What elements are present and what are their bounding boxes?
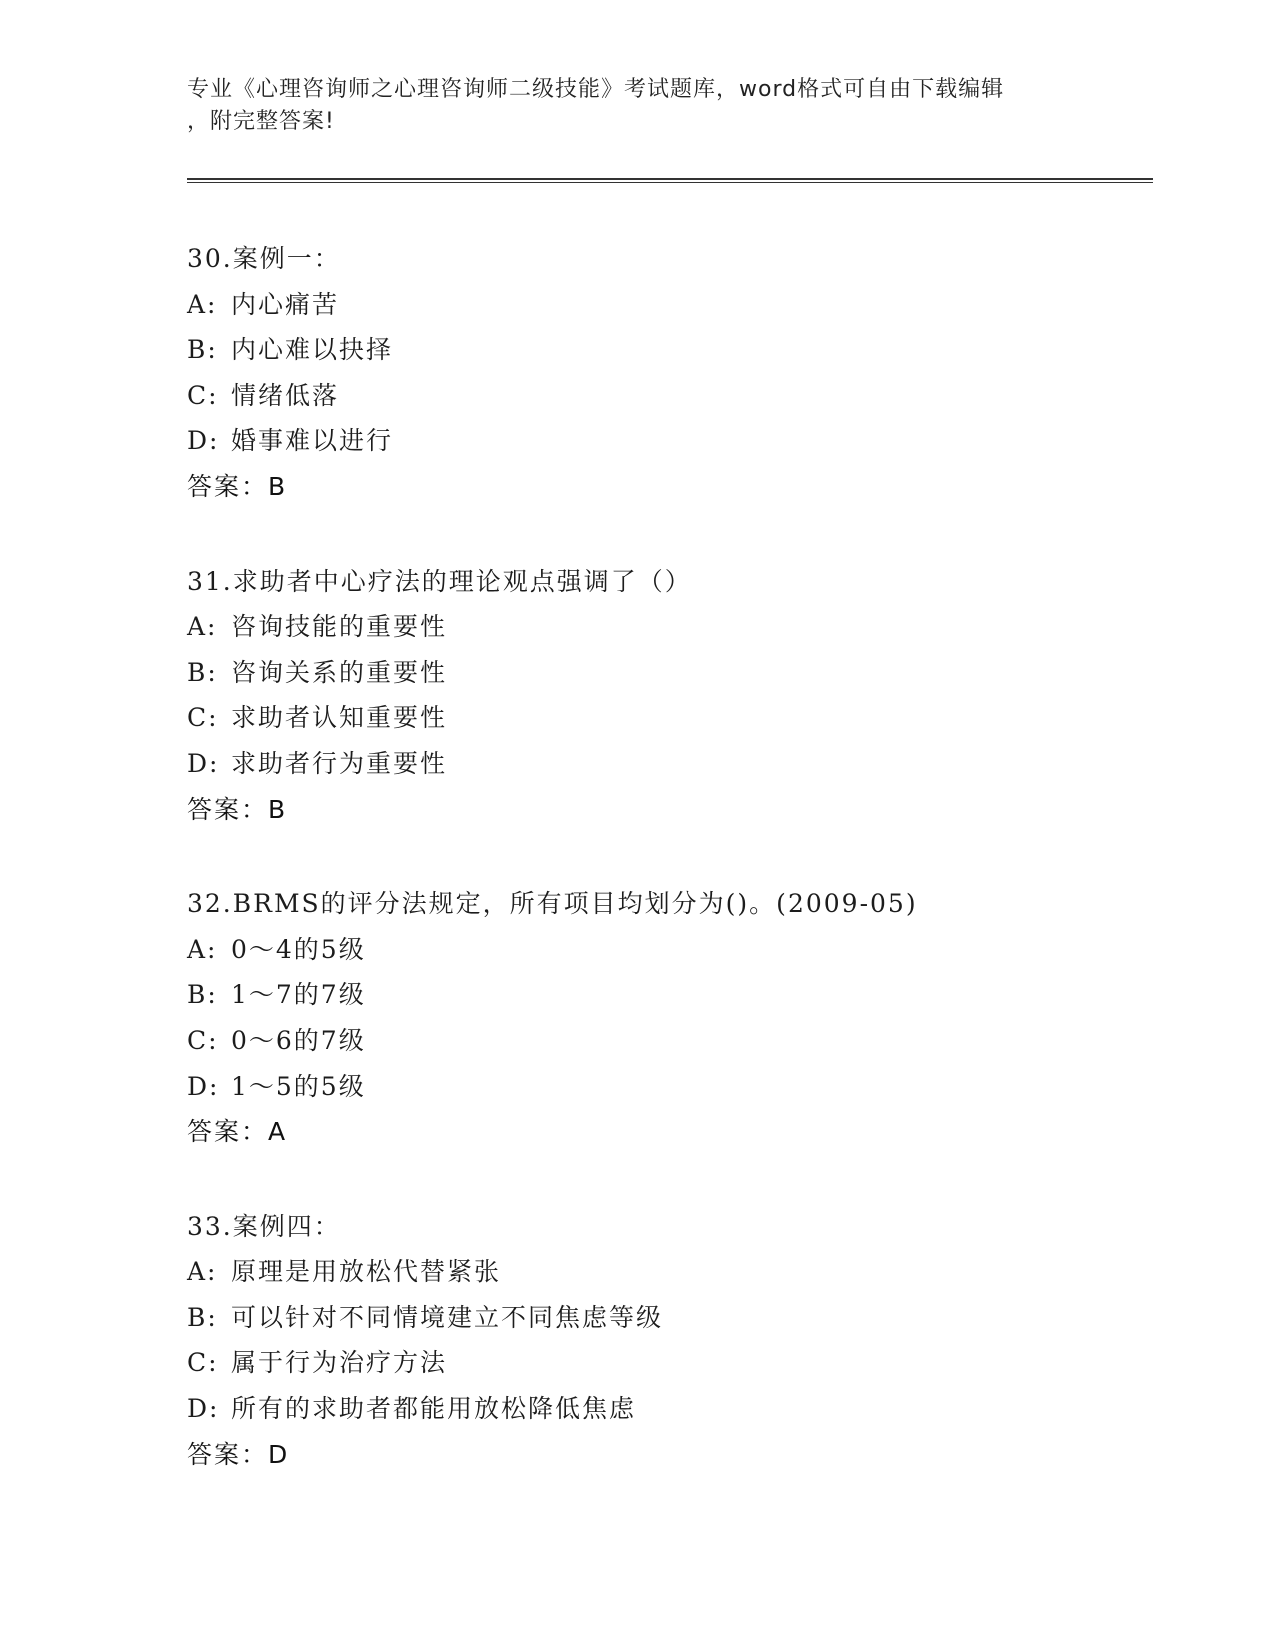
option-letter: C:	[187, 380, 219, 410]
answer-line: 答案：A	[187, 1117, 288, 1147]
header-line-2: ，附完整答案!	[187, 109, 335, 134]
option-text: 1～7的7级	[231, 980, 366, 1010]
option-c	[187, 695, 1187, 741]
answer-line: 答案：D	[187, 1439, 290, 1469]
header-divider	[187, 178, 1153, 183]
option-text: 内心痛苦	[231, 289, 340, 319]
option-letter: B:	[187, 335, 218, 365]
option-d	[187, 418, 1187, 464]
question-33	[187, 1204, 1187, 1478]
option-letter: B:	[187, 657, 218, 687]
answer-line: 答案：B	[187, 471, 288, 501]
option-a	[187, 1249, 1187, 1295]
option-b	[187, 327, 1187, 373]
question-30	[187, 236, 1187, 510]
option-text: 0～4的5级	[231, 934, 366, 964]
option-a	[187, 927, 1187, 973]
answer-line: 答案：B	[187, 794, 288, 824]
question-stem: 32.BRMS的评分法规定，所有项目均划分为()。(2009-05)	[187, 889, 918, 919]
option-d	[187, 741, 1187, 787]
option-text: 所有的求助者都能用放松降低焦虑	[231, 1394, 637, 1424]
option-letter: C:	[187, 1348, 219, 1378]
option-letter: C:	[187, 703, 219, 733]
option-text: 咨询技能的重要性	[231, 612, 448, 642]
option-a	[187, 282, 1187, 328]
option-letter: A:	[187, 934, 218, 964]
question-stem: 31.求助者中心疗法的理论观点强调了（）	[187, 566, 692, 596]
option-text: 情绪低落	[231, 380, 340, 410]
option-d	[187, 1386, 1187, 1432]
option-b	[187, 650, 1187, 696]
option-letter: A:	[187, 289, 218, 319]
option-letter: B:	[187, 1302, 218, 1332]
option-text: 内心难以抉择	[231, 335, 394, 365]
option-text: 可以针对不同情境建立不同焦虑等级	[231, 1302, 664, 1332]
option-c	[187, 373, 1187, 419]
option-c	[187, 1340, 1187, 1386]
option-text: 求助者行为重要性	[231, 748, 448, 778]
header-line-1: 专业《心理咨询师之心理咨询师二级技能》考试题库，word格式可自由下载编辑	[187, 77, 1005, 102]
option-d	[187, 1064, 1187, 1110]
option-text: 婚事难以进行	[231, 426, 394, 456]
option-text: 1～5的5级	[231, 1071, 366, 1101]
document-header	[187, 74, 1087, 138]
option-text: 0～6的7级	[231, 1025, 366, 1055]
question-stem: 30.案例一：	[187, 244, 341, 273]
option-letter: A:	[187, 612, 218, 642]
option-text: 咨询关系的重要性	[231, 657, 448, 687]
option-letter: D:	[187, 1071, 220, 1101]
question-list	[187, 236, 1187, 1526]
option-b	[187, 1295, 1187, 1341]
option-text: 求助者认知重要性	[231, 703, 448, 733]
option-c	[187, 1018, 1187, 1064]
option-text: 属于行为治疗方法	[231, 1348, 448, 1378]
question-stem: 33.案例四：	[187, 1211, 341, 1241]
option-letter: C:	[187, 1025, 219, 1055]
option-b	[187, 972, 1187, 1018]
question-31	[187, 559, 1187, 833]
option-a	[187, 604, 1187, 650]
option-letter: A:	[187, 1257, 218, 1287]
question-32	[187, 881, 1187, 1155]
option-letter: D:	[187, 1394, 220, 1424]
option-letter: D:	[187, 426, 220, 456]
option-letter: D:	[187, 748, 220, 778]
option-text: 原理是用放松代替紧张	[231, 1257, 502, 1287]
option-letter: B:	[187, 980, 218, 1010]
